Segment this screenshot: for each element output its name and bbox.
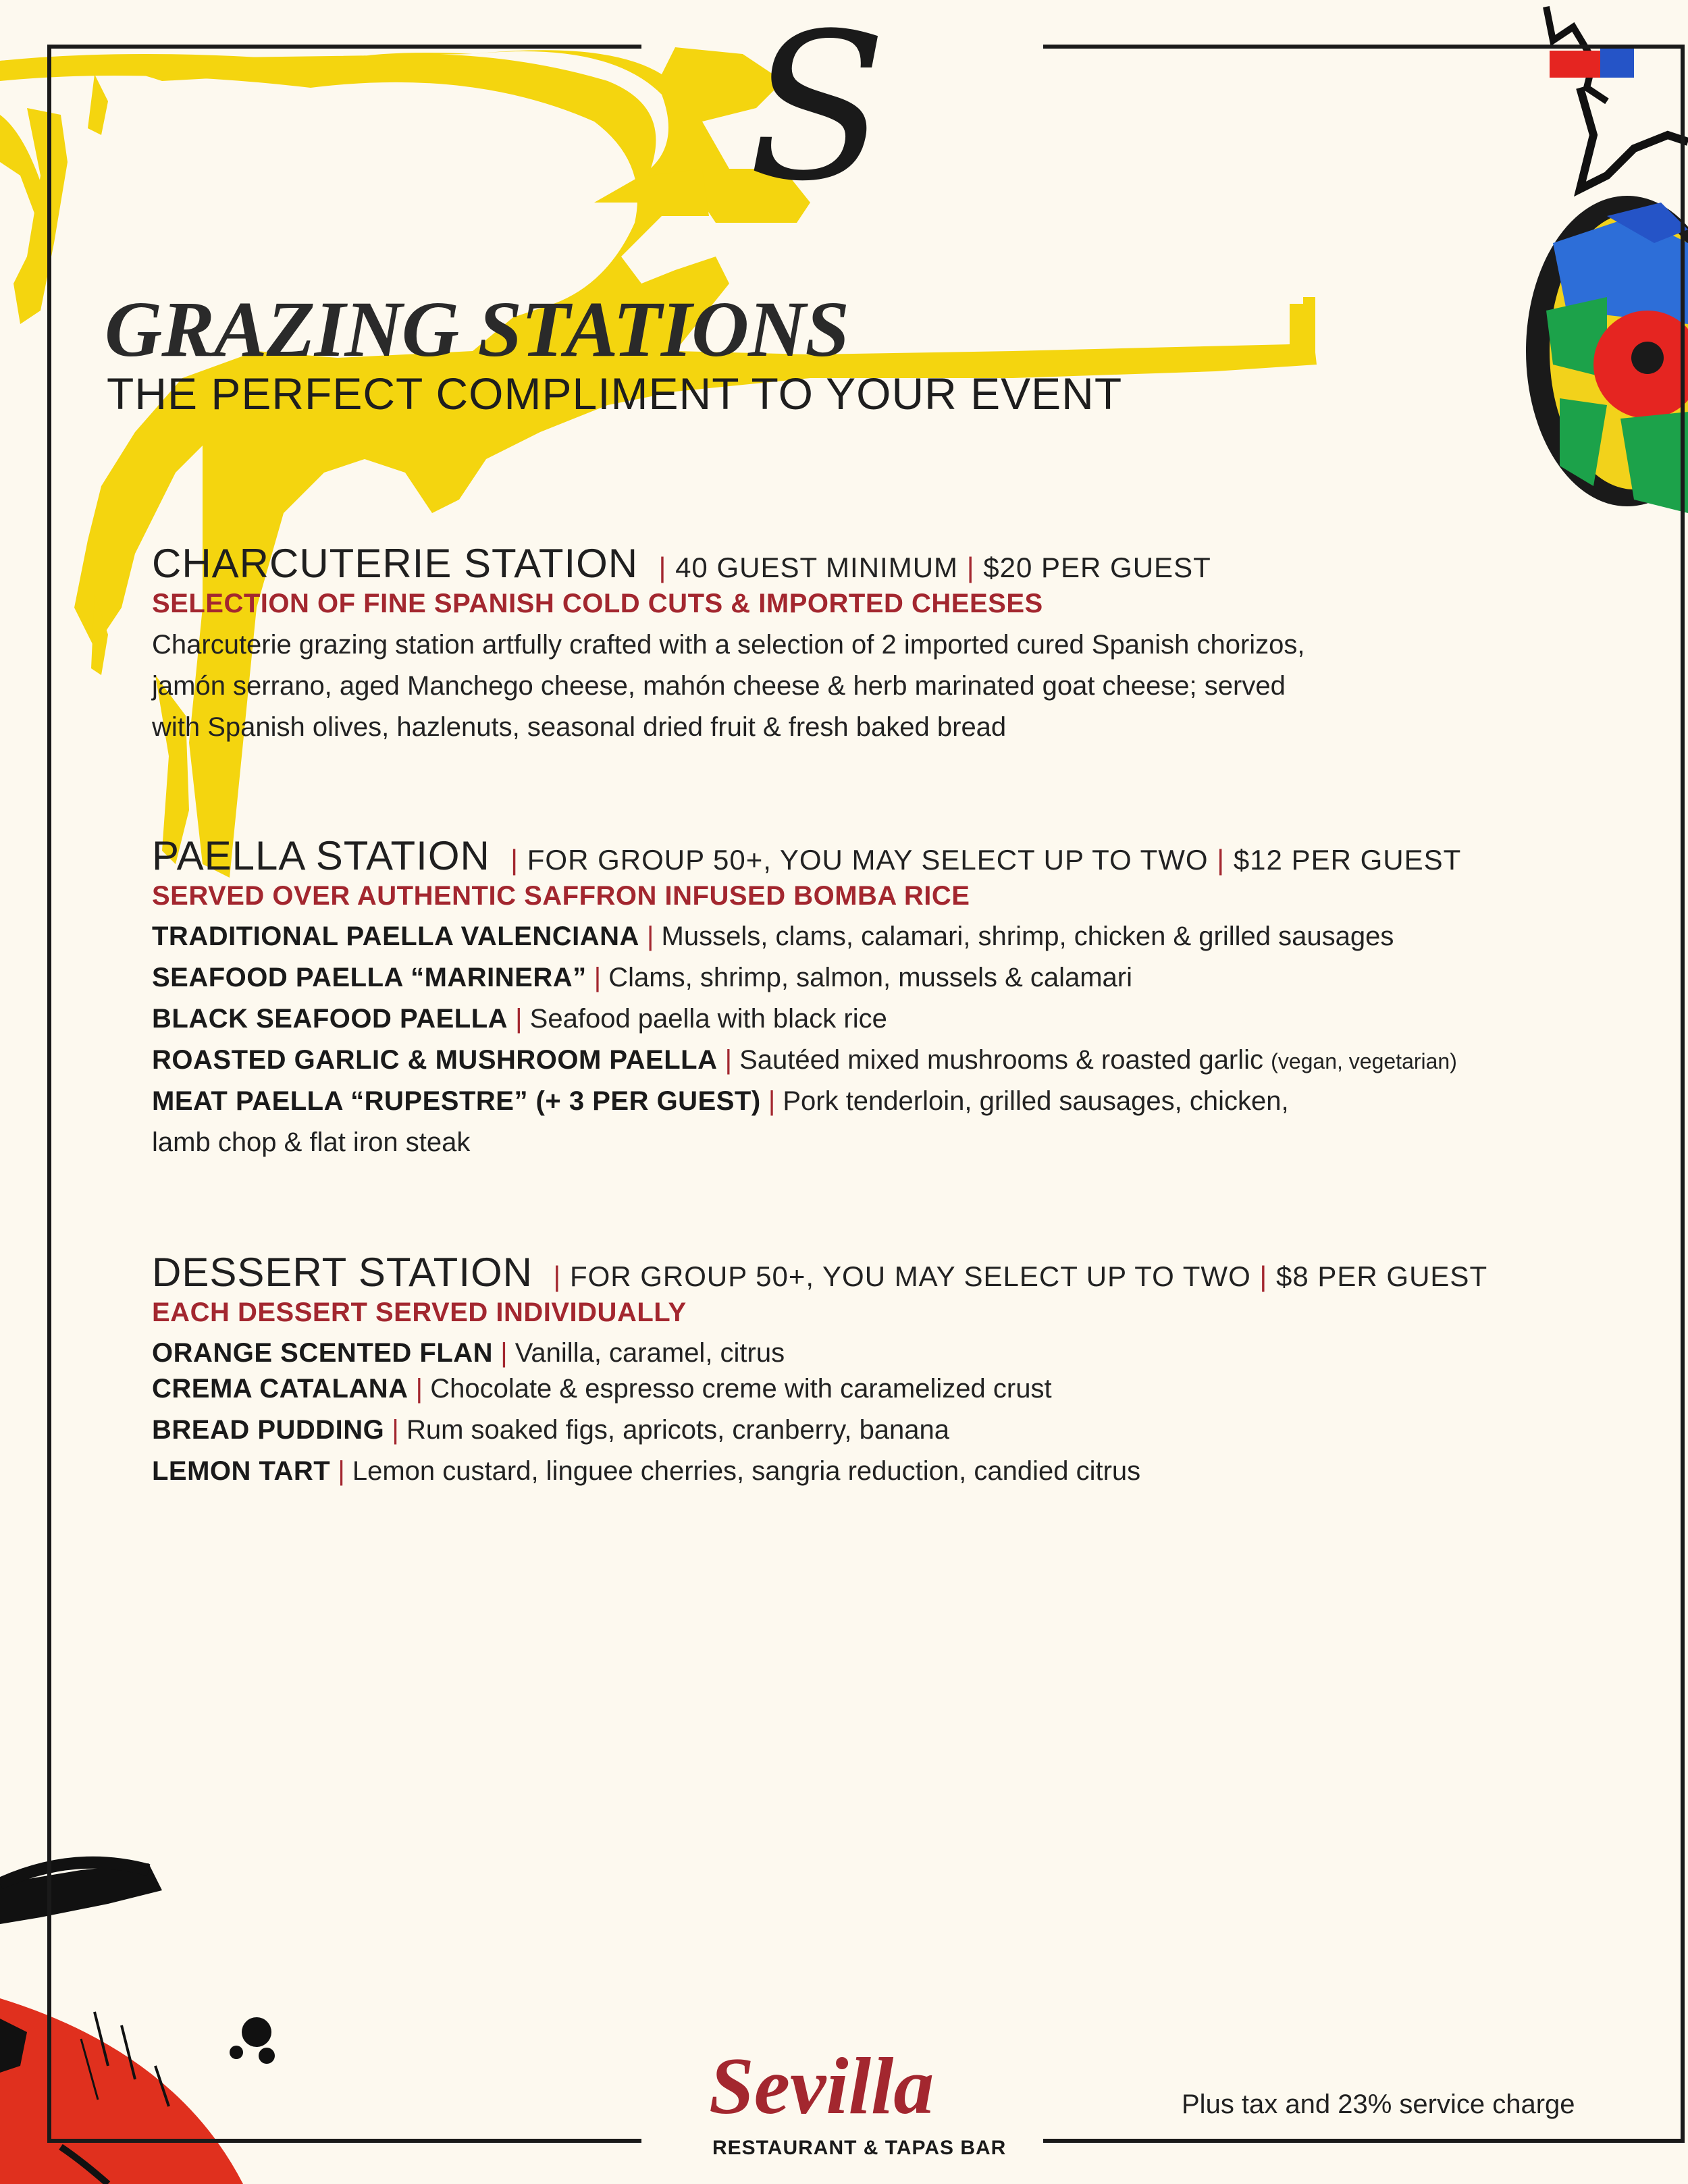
item-description: Seafood paella with black rice — [529, 1004, 887, 1034]
brand-logo: Sevilla — [709, 2041, 934, 2131]
item-description: Chocolate & espresso creme with caramelized crust — [430, 1374, 1052, 1404]
page-subtitle: THE PERFECT COMPLIMENT TO YOUR EVENT — [107, 369, 1123, 419]
section-note: FOR GROUP 50+, YOU MAY SELECT UP TO TWO — [569, 1260, 1251, 1292]
paella-item: TRADITIONAL PAELLA VALENCIANA | Mussels, clams, calamari, shrimp, chicken & grilled sausages — [152, 922, 1394, 951]
yellow-paint-splash — [0, 47, 1317, 878]
item-description: Vanilla, caramel, citrus — [515, 1338, 785, 1368]
item-description: Lemon custard, linguee cherries, sangria reduction, candied citrus — [352, 1456, 1141, 1486]
logo-monogram: S — [748, 0, 887, 225]
item-description: Sautéed mixed mushrooms & roasted garlic — [739, 1045, 1264, 1075]
frame-right — [1681, 45, 1685, 2143]
item-name: SEAFOOD PAELLA “MARINERA” — [152, 963, 587, 992]
section-name: DESSERT STATION — [152, 1250, 533, 1295]
page-title: GRAZING STATIONS — [105, 285, 849, 373]
dessert-tagline: EACH DESSERT SERVED INDIVIDUALLY — [152, 1298, 687, 1327]
charcuterie-heading: CHARCUTERIE STATION | 40 GUEST MINIMUM | $20 PER GUEST — [152, 541, 1211, 586]
frame-bottom-right — [1043, 2139, 1685, 2143]
item-name: TRADITIONAL PAELLA VALENCIANA — [152, 922, 639, 951]
section-name: PAELLA STATION — [152, 833, 490, 878]
item-name: BREAD PUDDING — [152, 1415, 385, 1445]
paella-item-continuation: lamb chop & flat iron steak — [152, 1127, 471, 1157]
paella-item: BLACK SEAFOOD PAELLA | Seafood paella with black rice — [152, 1004, 887, 1034]
charcuterie-description-line: with Spanish olives, hazlenuts, seasonal dried fruit & fresh baked bread — [152, 712, 1007, 742]
dessert-item: ORANGE SCENTED FLAN | Vanilla, caramel, citrus — [152, 1338, 785, 1368]
section-note: FOR GROUP 50+, YOU MAY SELECT UP TO TWO — [527, 844, 1209, 876]
section-name: CHARCUTERIE STATION — [152, 541, 639, 586]
item-name: CREMA CATALANA — [152, 1374, 408, 1404]
miro-artwork-bottom-left — [0, 1863, 275, 2184]
item-name: LEMON TART — [152, 1456, 331, 1486]
frame-top-left — [47, 45, 641, 49]
section-minimum: 40 GUEST MINIMUM — [675, 552, 959, 583]
item-name: BLACK SEAFOOD PAELLA — [152, 1004, 508, 1034]
paella-item: ROASTED GARLIC & MUSHROOM PAELLA | Sautéed mixed mushrooms & roasted garlic (vegan, vegetarian) — [152, 1045, 1457, 1075]
section-price: $20 PER GUEST — [983, 552, 1211, 583]
paella-tagline: SERVED OVER AUTHENTIC SAFFRON INFUSED BOMBA RICE — [152, 881, 970, 911]
item-name: ROASTED GARLIC & MUSHROOM PAELLA — [152, 1045, 718, 1075]
frame-top-right — [1043, 45, 1685, 49]
dessert-item: BREAD PUDDING | Rum soaked figs, apricots, cranberry, banana — [152, 1415, 950, 1445]
paella-heading: PAELLA STATION | FOR GROUP 50+, YOU MAY SELECT UP TO TWO | $12 PER GUEST — [152, 833, 1462, 878]
miro-artwork-top-right — [1526, 7, 1688, 513]
item-description: Rum soaked figs, apricots, cranberry, banana — [406, 1415, 950, 1445]
dessert-item: CREMA CATALANA | Chocolate & espresso creme with caramelized crust — [152, 1374, 1052, 1404]
dessert-heading: DESSERT STATION | FOR GROUP 50+, YOU MAY SELECT UP TO TWO | $8 PER GUEST — [152, 1250, 1488, 1295]
section-price: $8 PER GUEST — [1276, 1260, 1488, 1292]
charcuterie-description-line: jamón serrano, aged Manchego cheese, mahón cheese & herb marinated goat cheese; served — [152, 671, 1286, 701]
service-charge-note: Plus tax and 23% service charge — [1182, 2089, 1575, 2119]
dessert-item: LEMON TART | Lemon custard, linguee cherries, sangria reduction, candied citrus — [152, 1456, 1141, 1486]
brand-subtitle: RESTAURANT & TAPAS BAR — [712, 2137, 1007, 2159]
charcuterie-description-line: Charcuterie grazing station artfully crafted with a selection of 2 imported cured Spanish chorizos, — [152, 630, 1305, 660]
frame-bottom-left — [47, 2139, 641, 2143]
item-dietary-note: (vegan, vegetarian) — [1271, 1049, 1457, 1073]
paella-item: MEAT PAELLA “RUPESTRE” (+ 3 PER GUEST) | Pork tenderloin, grilled sausages, chicken, — [152, 1086, 1289, 1116]
item-description: Pork tenderloin, grilled sausages, chicken, — [783, 1086, 1289, 1116]
item-name: ORANGE SCENTED FLAN — [152, 1338, 494, 1368]
item-description: Mussels, clams, calamari, shrimp, chicken & grilled sausages — [661, 922, 1394, 951]
section-price: $12 PER GUEST — [1233, 844, 1462, 876]
paella-item: SEAFOOD PAELLA “MARINERA” | Clams, shrimp, salmon, mussels & calamari — [152, 963, 1133, 992]
charcuterie-tagline: SELECTION OF FINE SPANISH COLD CUTS & IMPORTED CHEESES — [152, 589, 1043, 618]
frame-left — [47, 45, 51, 2143]
item-name: MEAT PAELLA “RUPESTRE” (+ 3 PER GUEST) — [152, 1086, 761, 1116]
item-description: Clams, shrimp, salmon, mussels & calamari — [608, 963, 1133, 992]
